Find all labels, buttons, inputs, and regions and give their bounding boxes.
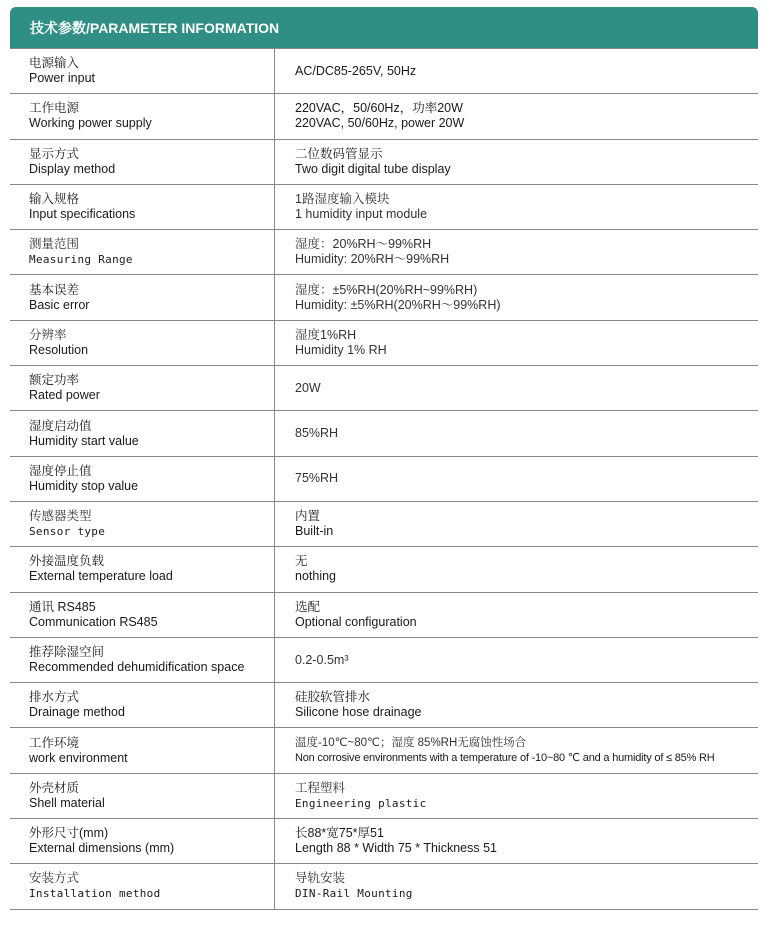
value-line: 选配 — [295, 599, 321, 614]
value-line: 75%RH — [295, 471, 339, 486]
table-row — [10, 546, 758, 591]
table-row — [10, 184, 758, 229]
row-label — [10, 457, 275, 501]
label-en: Sensor type — [29, 525, 106, 539]
row-label — [10, 275, 275, 319]
label-cn: 电源输入 — [29, 56, 80, 71]
label-cn: 传感器类型 — [29, 509, 92, 524]
row-value — [275, 728, 758, 772]
row-value — [275, 774, 758, 818]
table-row — [10, 863, 758, 908]
label-en: Resolution — [29, 342, 89, 357]
label-en: Display method — [29, 161, 116, 176]
value-line: Humidity: 20%RH～99%RH — [295, 252, 450, 267]
table-row — [10, 682, 758, 727]
label-cn: 湿度停止值 — [29, 463, 92, 478]
table-row — [10, 818, 758, 863]
value-line: DIN-Rail Mounting — [295, 887, 413, 901]
row-label — [10, 593, 275, 637]
row-value — [275, 593, 758, 637]
label-cn: 外形尺寸(mm) — [29, 826, 109, 841]
table-header — [10, 7, 758, 48]
row-label — [10, 774, 275, 818]
row-label — [10, 366, 275, 410]
value-line: 二位数码管显示 — [295, 146, 383, 161]
value-line: Silicone hose drainage — [295, 705, 422, 720]
label-cn: 工作环境 — [29, 735, 80, 750]
value-line: 长88*宽75*厚51 — [295, 826, 384, 841]
row-value — [275, 819, 758, 863]
row-value — [275, 275, 758, 319]
table-row — [10, 229, 758, 274]
label-en: Basic error — [29, 297, 90, 312]
value-line: 导轨安装 — [295, 871, 346, 886]
row-label — [10, 502, 275, 546]
value-line: 工程塑料 — [295, 780, 346, 795]
label-en: Recommended dehumidification space — [29, 660, 245, 674]
row-value — [275, 49, 758, 93]
row-label — [10, 230, 275, 274]
row-label — [10, 819, 275, 863]
value-line: 85%RH — [295, 426, 339, 441]
row-label — [10, 140, 275, 184]
value-line: 内置 — [295, 509, 321, 524]
label-cn: 额定功率 — [29, 373, 80, 388]
value-line: 220VAC，50/60Hz，功率20W — [295, 101, 463, 116]
table-body — [10, 48, 758, 910]
row-label — [10, 683, 275, 727]
label-en: work environment — [29, 750, 128, 765]
label-cn: 湿度启动值 — [29, 418, 92, 433]
row-value — [275, 502, 758, 546]
value-line: 0.2-0.5m³ — [295, 652, 349, 667]
table-row — [10, 592, 758, 637]
label-cn: 安装方式 — [29, 871, 80, 886]
value-line: Humidity: ±5%RH(20%RH～99%RH) — [295, 297, 501, 312]
row-value — [275, 94, 758, 138]
table-row — [10, 320, 758, 365]
value-line: Non corrosive environments with a temperature of -10~80 ℃ and a humidity of ≤ 85% RH — [295, 751, 715, 764]
label-en: Humidity stop value — [29, 478, 139, 493]
row-value — [275, 230, 758, 274]
label-cn: 测量范围 — [29, 237, 80, 252]
row-value — [275, 411, 758, 455]
table-row — [10, 501, 758, 546]
row-value — [275, 864, 758, 908]
value-line: 220VAC, 50/60Hz, power 20W — [295, 116, 465, 131]
row-label — [10, 49, 275, 93]
table-row — [10, 727, 758, 772]
label-cn: 推荐除湿空间 — [29, 645, 105, 659]
value-line: 1路湿度输入模块 — [295, 192, 390, 207]
label-cn: 外接温度负载 — [29, 554, 105, 569]
row-value — [275, 683, 758, 727]
table-row — [10, 139, 758, 184]
row-value — [275, 638, 758, 682]
label-cn: 排水方式 — [29, 690, 80, 705]
label-cn: 工作电源 — [29, 101, 80, 116]
label-en: Input specifications — [29, 207, 136, 222]
table-row — [10, 456, 758, 501]
value-line: Built-in — [295, 524, 334, 539]
row-value — [275, 457, 758, 501]
value-line: Two digit digital tube display — [295, 161, 451, 176]
table-row — [10, 773, 758, 818]
parameter-table — [10, 7, 758, 910]
label-en: Installation method — [29, 887, 161, 901]
row-label — [10, 94, 275, 138]
label-cn: 输入规格 — [29, 192, 80, 207]
value-line: nothing — [295, 569, 337, 584]
row-value — [275, 185, 758, 229]
label-en: Measuring Range — [29, 253, 133, 267]
label-en: Rated power — [29, 388, 100, 403]
table-row — [10, 93, 758, 138]
table-title: 技术参数/PARAMETER INFORMATION — [30, 19, 280, 36]
table-row — [10, 274, 758, 319]
label-en: Humidity start value — [29, 433, 139, 448]
label-en: Communication RS485 — [29, 614, 158, 629]
value-line: 温度-10℃~80℃；湿度 85%RH无腐蚀性场合 — [295, 736, 527, 749]
row-value — [275, 321, 758, 365]
row-label — [10, 547, 275, 591]
table-row — [10, 48, 758, 93]
row-label — [10, 638, 275, 682]
row-label — [10, 728, 275, 772]
value-line: 无 — [295, 554, 308, 569]
label-cn: 通讯 RS485 — [29, 599, 96, 614]
label-cn: 分辨率 — [29, 327, 67, 342]
row-label — [10, 185, 275, 229]
label-en: Shell material — [29, 795, 105, 810]
value-line: Length 88 * Width 75 * Thickness 51 — [295, 841, 497, 856]
label-en: Power input — [29, 71, 96, 86]
row-label — [10, 411, 275, 455]
value-line: Optional configuration — [295, 614, 417, 629]
label-en: Working power supply — [29, 116, 152, 131]
table-row — [10, 637, 758, 682]
row-value — [275, 547, 758, 591]
value-line: 硅胶软管排水 — [295, 690, 371, 705]
row-label — [10, 321, 275, 365]
value-line: 湿度：20%RH～99%RH — [295, 237, 432, 252]
label-en: Drainage method — [29, 705, 125, 720]
value-line: Engineering plastic — [295, 796, 427, 810]
row-label — [10, 864, 275, 908]
value-line: 1 humidity input module — [295, 207, 428, 222]
table-row — [10, 365, 758, 410]
value-line: 湿度：±5%RH(20%RH~99%RH) — [295, 282, 478, 297]
row-value — [275, 366, 758, 410]
row-value — [275, 140, 758, 184]
value-line: Humidity 1% RH — [295, 342, 387, 357]
label-cn: 基本误差 — [29, 282, 80, 297]
table-row — [10, 410, 758, 455]
value-line: AC/DC85-265V, 50Hz — [295, 63, 417, 78]
label-en: External temperature load — [29, 569, 173, 584]
label-cn: 显示方式 — [29, 146, 80, 161]
label-cn: 外壳材质 — [29, 780, 80, 795]
value-line: 湿度1%RH — [295, 327, 357, 342]
label-en: External dimensions (mm) — [29, 841, 175, 856]
value-line: 20W — [295, 380, 321, 395]
